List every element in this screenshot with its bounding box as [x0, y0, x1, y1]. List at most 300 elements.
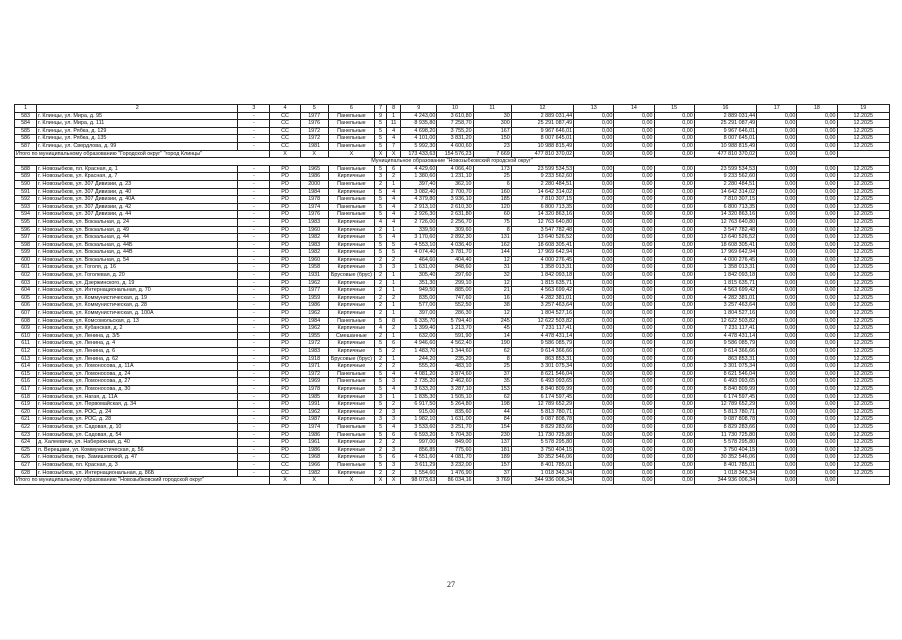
table-cell: г. Новозыбков, ул. Красная, д. 7: [37, 173, 238, 181]
table-cell: 5 578 295,80: [694, 439, 756, 447]
table-cell: 0,00: [574, 127, 614, 135]
table-cell: 0,00: [654, 348, 694, 356]
table-cell: 12.2025: [837, 135, 889, 143]
table-cell: 0,00: [797, 416, 837, 424]
table-cell: 618: [15, 393, 37, 401]
table-cell: 4: [387, 196, 401, 204]
table-cell: 1: [387, 287, 401, 295]
table-cell: 1 358 013,31: [694, 264, 756, 272]
table-cell: 4 563 699,42: [694, 287, 756, 295]
table-cell: 623: [15, 431, 37, 439]
table-cell: 2 700,70: [437, 188, 473, 196]
table-cell: 12.2025: [837, 264, 889, 272]
table-cell: 613: [15, 355, 37, 363]
total-cell: 344 936 006,34: [694, 477, 756, 485]
table-cell: 0,00: [614, 423, 654, 431]
table-cell: 12.2025: [837, 142, 889, 150]
table-cell: -: [238, 401, 270, 409]
table-row: [15, 287, 890, 295]
table-cell: 0,00: [654, 279, 694, 287]
table-cell: 0,00: [757, 332, 797, 340]
table-cell: 0,00: [797, 203, 837, 211]
table-cell: 0,00: [757, 325, 797, 333]
table-cell: 6 593,20: [401, 431, 437, 439]
table-cell: 5: [375, 241, 387, 249]
table-cell: 12.2025: [837, 310, 889, 318]
table-cell: 1 804 527,16: [694, 310, 756, 318]
table-cell: 619: [15, 401, 37, 409]
table-cell: г. Новозыбков, ул. Дзержинского, д. 19: [37, 279, 238, 287]
page-number: 27: [447, 580, 455, 589]
table-cell: -: [238, 272, 270, 280]
table-cell: г. Новозыбков, ул. Гоголя, д. 16: [37, 264, 238, 272]
table-cell: 1965: [300, 165, 328, 173]
table-cell: 235,20: [437, 355, 473, 363]
table-cell: 162: [473, 241, 511, 249]
table-cell: 0,00: [797, 423, 837, 431]
table-cell: 7 231 117,41: [511, 325, 573, 333]
table-cell: 6 174 597,45: [694, 393, 756, 401]
table-cell: г. Новозыбков, ул. Вокзальная, д. 44В: [37, 249, 238, 257]
table-cell: -: [238, 127, 270, 135]
table-cell: 1984: [300, 188, 328, 196]
table-cell: 607: [15, 310, 37, 318]
table-cell: 230: [473, 431, 511, 439]
table-cell: РО: [270, 439, 300, 447]
table-cell: РО: [270, 264, 300, 272]
table-cell: Кирпичные: [328, 302, 374, 310]
table-cell: 0,00: [574, 363, 614, 371]
table-cell: 0,00: [654, 355, 694, 363]
table-cell: 0,00: [574, 180, 614, 188]
table-cell: 45: [473, 325, 511, 333]
table-cell: 0,00: [574, 370, 614, 378]
table-cell: 0,00: [797, 120, 837, 128]
table-row: [15, 279, 890, 287]
table-cell: -: [238, 302, 270, 310]
table-cell: 0,00: [654, 135, 694, 143]
table-cell: 0,00: [614, 264, 654, 272]
table-cell: 604: [15, 287, 37, 295]
table-cell: Кирпичные: [328, 249, 374, 257]
table-cell: 5: [387, 241, 401, 249]
table-cell: 0,00: [614, 431, 654, 439]
table-cell: Кирпичные: [328, 446, 374, 454]
table-cell: 5: [375, 188, 387, 196]
table-cell: 12 789 652,29: [511, 401, 573, 409]
table-cell: 1981: [300, 142, 328, 150]
table-cell: 4: [387, 234, 401, 242]
table-cell: 0,00: [614, 211, 654, 219]
table-cell: 2: [375, 256, 387, 264]
table-cell: РО: [270, 218, 300, 226]
table-cell: 0,00: [654, 363, 694, 371]
table-cell: 12.2025: [837, 317, 889, 325]
table-cell: РО: [270, 173, 300, 181]
table-cell: 2: [375, 294, 387, 302]
table-cell: 4 946,60: [401, 340, 437, 348]
table-cell: 1962: [300, 279, 328, 287]
table-cell: 4: [387, 370, 401, 378]
table-cell: 0,00: [797, 317, 837, 325]
table-cell: Панельные: [328, 112, 374, 120]
table-cell: 0,00: [654, 340, 694, 348]
table-cell: 6 917,50: [401, 401, 437, 409]
table-cell: 12.2025: [837, 469, 889, 477]
table-cell: 2: [375, 180, 387, 188]
table-cell: 4 562,40: [437, 340, 473, 348]
table-cell: Панельные: [328, 370, 374, 378]
table-cell: 8: [473, 226, 511, 234]
table-cell: 0,00: [757, 112, 797, 120]
table-cell: 598: [15, 241, 37, 249]
table-cell: 131: [473, 234, 511, 242]
table-cell: -: [238, 363, 270, 371]
table-cell: 608: [15, 317, 37, 325]
table-cell: 856,85: [401, 446, 437, 454]
table-cell: 5: [375, 135, 387, 143]
table-row: [15, 378, 890, 386]
table-cell: 0,00: [654, 287, 694, 295]
table-cell: 2: [387, 469, 401, 477]
table-cell: 12.2025: [837, 378, 889, 386]
table-cell: 11 730 725,80: [511, 431, 573, 439]
total-cell: 98 073,63: [401, 477, 437, 485]
table-cell: 4: [387, 423, 401, 431]
table-cell: Кирпичные: [328, 408, 374, 416]
table-cell: 12 789 652,29: [694, 401, 756, 409]
table-cell: г. Новозыбков, ул. Вокзальная, д. 49: [37, 226, 238, 234]
table-cell: 2: [375, 226, 387, 234]
table-cell: 2: [375, 439, 387, 447]
table-cell: 189: [473, 454, 511, 462]
table-cell: 7 231 117,41: [694, 325, 756, 333]
table-cell: 25: [473, 363, 511, 371]
table-cell: 603: [15, 279, 37, 287]
table-cell: 0,00: [614, 439, 654, 447]
table-cell: 120: [473, 203, 511, 211]
table-cell: 4: [387, 211, 401, 219]
table-cell: 0,00: [654, 370, 694, 378]
column-number: 8: [387, 105, 401, 113]
table-cell: 0,00: [574, 454, 614, 462]
table-cell: Брусовые (брус): [328, 355, 374, 363]
table-cell: 555,20: [401, 363, 437, 371]
table-cell: 0,00: [574, 439, 614, 447]
table-cell: 0,00: [757, 378, 797, 386]
table-cell: 1 399,40: [401, 325, 437, 333]
table-cell: 0,00: [614, 340, 654, 348]
table-cell: -: [238, 142, 270, 150]
table-cell: -: [238, 256, 270, 264]
table-cell: 12.2025: [837, 370, 889, 378]
table-row: [15, 446, 890, 454]
table-cell: 0,00: [757, 431, 797, 439]
table-cell: -: [238, 173, 270, 181]
table-cell: 13 640 526,52: [511, 234, 573, 242]
table-cell: 0,00: [654, 196, 694, 204]
table-cell: 5: [375, 234, 387, 242]
column-number: 7: [375, 105, 387, 113]
table-cell: 590: [15, 180, 37, 188]
table-cell: 5 578 295,80: [511, 439, 573, 447]
table-cell: 632,00: [401, 332, 437, 340]
table-cell: 591,90: [437, 332, 473, 340]
table-cell: 1 344,60: [437, 348, 473, 356]
table-cell: 3: [375, 393, 387, 401]
table-cell: Кирпичные: [328, 325, 374, 333]
table-cell: 628: [15, 469, 37, 477]
table-cell: 0,00: [614, 272, 654, 280]
table-cell: Кирпичные: [328, 294, 374, 302]
table-cell: 38: [473, 302, 511, 310]
table-cell: г. Новозыбков, ул. Интернациональная, д. 70: [37, 287, 238, 295]
table-cell: 0,00: [574, 142, 614, 150]
table-row: [15, 363, 890, 371]
table-cell: Панельные: [328, 317, 374, 325]
table-cell: 62: [473, 348, 511, 356]
table-cell: 10 988 815,49: [694, 142, 756, 150]
table-cell: 0,00: [654, 173, 694, 181]
table-cell: 0,00: [757, 203, 797, 211]
table-cell: 0,00: [797, 264, 837, 272]
table-cell: 2: [375, 332, 387, 340]
table-cell: 12.2025: [837, 249, 889, 257]
table-cell: -: [238, 112, 270, 120]
table-cell: г. Новозыбков, пл. Красная, д. 1: [37, 165, 238, 173]
table-cell: г. Новозыбков, ул. 307 Дивизии, д. 40А: [37, 196, 238, 204]
table-cell: 0,00: [757, 340, 797, 348]
table-cell: 849,00: [437, 439, 473, 447]
table-cell: 12 763 640,80: [694, 218, 756, 226]
table-cell: РО: [270, 234, 300, 242]
table-cell: 1982: [300, 469, 328, 477]
table-cell: 0,00: [574, 461, 614, 469]
table-cell: 4 243,00: [401, 112, 437, 120]
table-cell: Панельные: [328, 431, 374, 439]
table-cell: 5: [375, 165, 387, 173]
table-cell: 2: [387, 439, 401, 447]
table-cell: 2 889 031,44: [511, 112, 573, 120]
table-cell: 12.2025: [837, 401, 889, 409]
table-cell: 5 794,40: [437, 317, 473, 325]
table-cell: 6: [387, 165, 401, 173]
table-cell: 1 815 635,71: [511, 279, 573, 287]
table-cell: 9 967 646,01: [511, 127, 573, 135]
table-cell: Панельные: [328, 142, 374, 150]
table-cell: 1972: [300, 135, 328, 143]
table-cell: 1962: [300, 408, 328, 416]
table-cell: 2: [387, 363, 401, 371]
table-cell: 5: [375, 401, 387, 409]
table-cell: РО: [270, 241, 300, 249]
table-cell: -: [238, 408, 270, 416]
column-number: 15: [654, 105, 694, 113]
table-cell: 0,00: [757, 408, 797, 416]
table-cell: 0,00: [797, 431, 837, 439]
table-cell: РО: [270, 287, 300, 295]
table-cell: 0,00: [757, 135, 797, 143]
table-cell: СС: [270, 454, 300, 462]
table-row: [15, 431, 890, 439]
table-cell: 0,00: [797, 112, 837, 120]
table-cell: 397,00: [401, 310, 437, 318]
table-cell: 3 170,60: [401, 234, 437, 242]
table-cell: 0,00: [797, 226, 837, 234]
column-number: 17: [757, 105, 797, 113]
table-cell: 592: [15, 196, 37, 204]
table-row: [15, 416, 890, 424]
table-cell: 12: [473, 310, 511, 318]
table-cell: 9 233 562,60: [694, 173, 756, 181]
table-cell: 0,00: [757, 363, 797, 371]
table-cell: -: [238, 120, 270, 128]
table-cell: 0,00: [797, 385, 837, 393]
table-cell: -: [238, 203, 270, 211]
table-cell: 0,00: [574, 279, 614, 287]
table-cell: 1 380,60: [401, 173, 437, 181]
table-cell: 0,00: [757, 211, 797, 219]
table-cell: 14: [473, 332, 511, 340]
table-row: [15, 439, 890, 447]
table-cell: 0,00: [757, 317, 797, 325]
table-cell: г. Новозыбков, ул. Садовая, д. 54: [37, 431, 238, 439]
total-label: Итого по муниципальному образованию "Городской округ" "город Клинцы": [15, 150, 270, 158]
table-cell: 5: [375, 340, 387, 348]
total-cell: 0,00: [797, 477, 837, 485]
table-cell: 3: [387, 264, 401, 272]
table-cell: 0,00: [574, 385, 614, 393]
table-cell: 0,00: [654, 401, 694, 409]
table-cell: 3 301 075,34: [694, 363, 756, 371]
table-cell: г. Клинцы, ул. Рябка, д. 135: [37, 135, 238, 143]
table-cell: 0,00: [797, 340, 837, 348]
table-cell: г. Новозыбков, ул. Ломоносова, д. 11А: [37, 363, 238, 371]
table-cell: 198: [473, 401, 511, 409]
table-cell: Панельные: [328, 180, 374, 188]
table-cell: СС: [270, 469, 300, 477]
table-cell: 0,00: [614, 135, 654, 143]
table-cell: 614: [15, 363, 37, 371]
table-cell: 9 586 085,79: [511, 340, 573, 348]
table-cell: г. Новозыбков, ул. Вокзальная, д. 54: [37, 256, 238, 264]
table-cell: 0,00: [574, 348, 614, 356]
table-cell: 0,00: [797, 211, 837, 219]
column-number: 1: [15, 105, 37, 113]
table-cell: 2: [375, 287, 387, 295]
table-cell: 0,00: [574, 218, 614, 226]
table-cell: 3 874,60: [437, 370, 473, 378]
table-row: [15, 165, 890, 173]
table-cell: 0,00: [654, 188, 694, 196]
table-cell: 0,00: [757, 287, 797, 295]
table-cell: 1 483,70: [401, 348, 437, 356]
table-cell: 0,00: [757, 120, 797, 128]
table-cell: 2: [375, 279, 387, 287]
table-cell: г. Новозыбков, ул. Коммунистическая, д. 100А: [37, 310, 238, 318]
table-row: [15, 256, 890, 264]
table-cell: 137: [473, 439, 511, 447]
table-cell: 305,40: [401, 272, 437, 280]
table-cell: 6 493 093,65: [694, 378, 756, 386]
table-cell: -: [238, 332, 270, 340]
table-cell: 0,00: [757, 256, 797, 264]
table-cell: 0,00: [574, 196, 614, 204]
table-cell: 0,00: [614, 226, 654, 234]
table-cell: РО: [270, 165, 300, 173]
table-cell: 0,00: [574, 249, 614, 257]
table-cell: 2000: [300, 180, 328, 188]
table-cell: 0,00: [614, 332, 654, 340]
table-cell: 286,30: [437, 310, 473, 318]
table-cell: г. Новозыбков, ул. 307 Дивизии, д. 42: [37, 203, 238, 211]
table-cell: 3: [387, 446, 401, 454]
table-cell: 6: [387, 340, 401, 348]
table-row: [15, 332, 890, 340]
table-cell: 5: [375, 431, 387, 439]
total-cell: X: [328, 477, 374, 485]
table-cell: 0,00: [757, 180, 797, 188]
table-cell: 1955: [300, 332, 328, 340]
table-cell: 25 291 087,49: [511, 120, 573, 128]
table-cell: 0,00: [574, 135, 614, 143]
table-cell: Кирпичные: [328, 393, 374, 401]
table-row: [15, 196, 890, 204]
table-cell: -: [238, 393, 270, 401]
table-cell: 1959: [300, 294, 328, 302]
table-cell: 0,00: [574, 188, 614, 196]
column-number: 9: [401, 105, 437, 113]
table-cell: 626: [15, 454, 37, 462]
table-cell: 1983: [300, 218, 328, 226]
table-cell: 0,00: [654, 234, 694, 242]
table-cell: 0,00: [654, 218, 694, 226]
table-cell: 620: [15, 408, 37, 416]
table-cell: Кирпичные: [328, 279, 374, 287]
table-cell: 75: [473, 218, 511, 226]
table-cell: 602: [15, 272, 37, 280]
table-cell: 1 018 343,34: [511, 469, 573, 477]
table-cell: 13 640 526,52: [694, 234, 756, 242]
table-cell: 4 036,40: [437, 241, 473, 249]
table-cell: г. Новозыбков, ул. Нагая, д. 11А: [37, 393, 238, 401]
table-cell: -: [238, 180, 270, 188]
table-cell: 9 614 366,66: [511, 348, 573, 356]
table-cell: 0,00: [654, 264, 694, 272]
table-cell: 835,00: [401, 294, 437, 302]
table-cell: г. Новозыбков, ул. Ленина, д. 3/5: [37, 332, 238, 340]
table-cell: 1: [387, 279, 401, 287]
table-cell: Кирпичные: [328, 310, 374, 318]
table-cell: 0,00: [574, 112, 614, 120]
table-row: [15, 423, 890, 431]
table-cell: РО: [270, 416, 300, 424]
table-cell: 37: [473, 469, 511, 477]
housing-register-table: [14, 104, 890, 485]
table-cell: 30 352 546,06: [511, 454, 573, 462]
table-cell: 0,00: [574, 241, 614, 249]
table-cell: 31: [473, 264, 511, 272]
table-cell: 3 533,60: [401, 423, 437, 431]
table-cell: 4 000 276,45: [511, 256, 573, 264]
table-cell: -: [238, 348, 270, 356]
table-cell: 609: [15, 325, 37, 333]
table-cell: -: [238, 423, 270, 431]
table-cell: 1971: [300, 363, 328, 371]
table-cell: 0,00: [574, 446, 614, 454]
table-cell: 12.2025: [837, 340, 889, 348]
table-cell: 1 815 635,71: [694, 279, 756, 287]
